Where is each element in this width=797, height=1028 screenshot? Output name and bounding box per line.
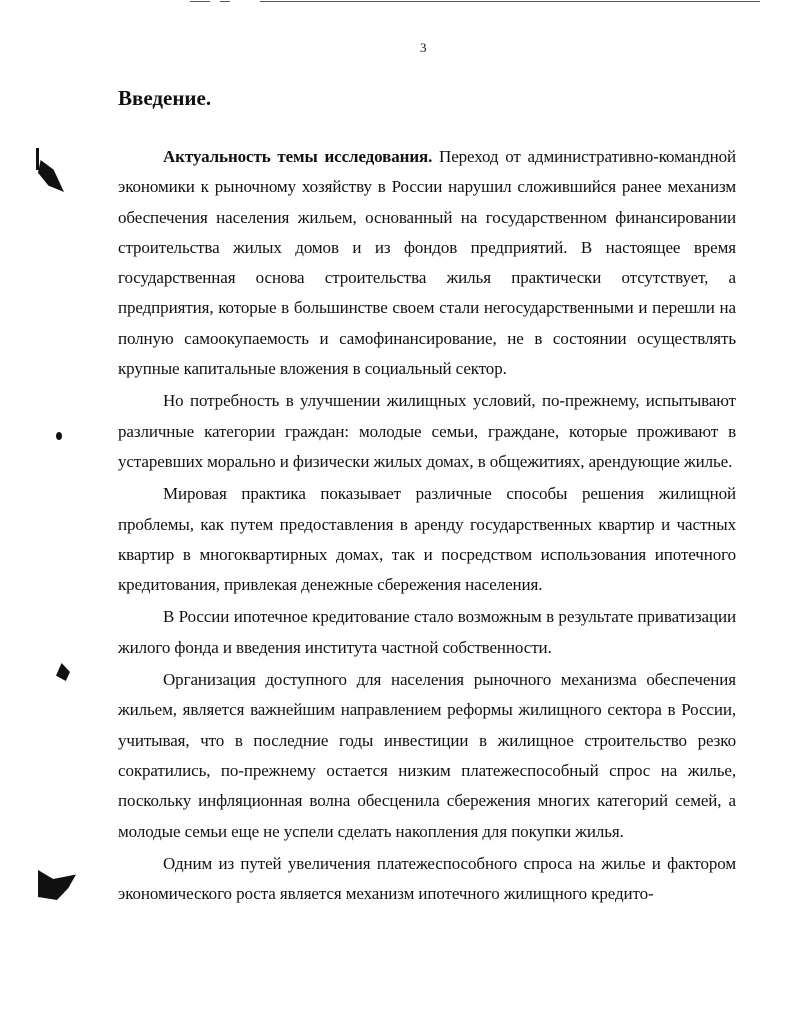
scan-blot (56, 663, 70, 681)
scan-top-edge (190, 0, 760, 4)
scan-blot (36, 148, 39, 170)
paragraph: Организация доступного для населения рыночного механизма обеспечения жильем, является важнейшим направлением реформы жилищного сектора в России, учитывая, что в последние годы инвестиции в жилищное строительство резко сократились, по-прежнему остается низким платежеспособный спрос на жилье, поскольку инфляционная волна обесценила сбережения многих категорий семей, а молодые семьи еще не успели сделать накопления для покупки жилья. (118, 670, 736, 841)
paragraph-relevance (118, 142, 736, 384)
page-heading: Введение. (118, 86, 212, 110)
scan-blot (38, 870, 76, 900)
page-number: 3 (420, 40, 427, 55)
scan-blot (38, 160, 64, 192)
paragraph: Одним из путей увеличения платежеспособного спроса на жилье и фактором экономического роста является механизм ипотечного жилищного кредито- (118, 853, 736, 904)
paragraph: Мировая практика показывает различные способы решения жилищной проблемы, как путем предоставления в аренду государственных квартир и частных квартир в многоквартирных домах, так и посредством использования ипотечного кредитования, привлекая денежные сбережения населения. (118, 484, 736, 595)
paragraph-lead: Актуальность темы исследования. (163, 147, 433, 166)
document-body (118, 142, 736, 911)
paragraph: В России ипотечное кредитование стало возможным в результате приватизации жилого фонда и введения института частной собственности. (118, 607, 736, 657)
scan-blot (56, 432, 62, 440)
paragraph: Но потребность в улучшении жилищных условий, по-прежнему, испытывают различные категории граждан: молодые семьи, граждане, которые проживают в устаревших морально и физически жилых домах, в общежитиях, арендующие жилье. (118, 391, 736, 471)
paragraph-text: Переход от административно-командной экономики к рыночному хозяйству в России нарушил сложившийся ранее механизм обеспечения населения жильем, основанный на государственном финансировании строительства жилых домов и из фондов предприятий. В настоящее время государственная основа строительства жилья практически отсутствует, а предприятия, которые в большинстве своем стали негосударственными и перешли на полную самоокупаемость и самофинансирование, не в состоянии осуществлять крупные капитальные вложения в социальный сектор. (118, 147, 736, 379)
